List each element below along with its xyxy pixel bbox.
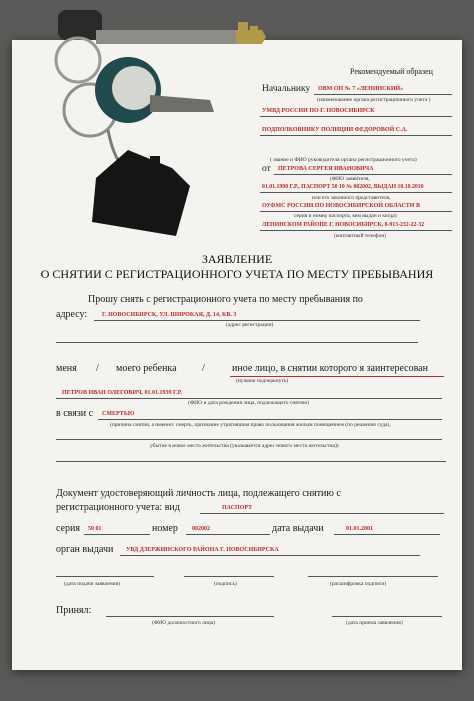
phone-hint: (контактный телефон) — [334, 233, 386, 239]
signature-line[interactable] — [184, 576, 274, 577]
option-other-person[interactable]: иное лицо, в снятии которого я заинтересован — [232, 363, 428, 374]
issuer-label: орган выдачи — [56, 544, 114, 555]
district-field-line — [260, 230, 452, 231]
address-label: адресу: — [56, 309, 88, 320]
from-field-line — [274, 174, 452, 175]
accept-date-line[interactable] — [332, 616, 442, 617]
application-form-sheet — [12, 40, 462, 670]
document-issuer-value[interactable]: УВД ДЗЕРЖИНСКОГО РАЙОНА Г. НОВОСИБИРСКА — [126, 547, 279, 553]
submit-date-line[interactable] — [56, 576, 154, 577]
address-extra-line — [56, 342, 418, 343]
doc-type-field-line — [200, 513, 444, 514]
from-hint: (ФИО заявителя, — [330, 176, 370, 182]
title-line-1: ЗАЯВЛЕНИЕ — [201, 252, 273, 266]
address-field-line — [94, 320, 420, 321]
official-hint: ( звание и ФИО руководителя органа регистрационного учета) — [270, 157, 417, 163]
series-value[interactable]: 50 01 — [88, 526, 102, 532]
person-hint: (ФИО и дата рождения лица, подлежащего снятию) — [188, 400, 310, 406]
title-line-2: О СНЯТИИ С РЕГИСТРАЦИОННОГО УЧЕТА ПО МЕСТУ ПРЕБЫВАНИЯ — [40, 267, 434, 281]
option-child[interactable]: моего ребенка — [116, 363, 177, 374]
series-label: серия — [56, 523, 80, 534]
underline-hint: (нужное подчеркнуть) — [236, 378, 289, 384]
accepted-label: Принял: — [56, 605, 92, 616]
signature-hint: (подпись) — [214, 581, 237, 587]
number-label: номер — [152, 523, 178, 534]
to-value[interactable]: ОВМ ОП № 7 «ЛЕНИНСКИЙ» — [318, 86, 404, 92]
to-field-line — [314, 94, 452, 95]
signature-decode-hint: (расшифровка подписи) — [330, 581, 387, 587]
issue-date-value[interactable]: 01.01.2001 — [346, 526, 373, 532]
reason-label: в связи с — [56, 408, 94, 419]
district-value[interactable]: ЛЕНИНСКОМ РАЙОНЕ Г. НОВОСИБИРСК, 8-913-232-22-32 — [262, 222, 425, 228]
issuer-value[interactable]: ОУФМС РОССИИ ПО НОВОСИБИРСКОЙ ОБЛАСТИ В — [262, 203, 420, 209]
accept-date-hint: (дата приема заявления) — [346, 620, 403, 626]
document-text-2: регистрационного учета: вид — [56, 502, 180, 513]
address-value[interactable]: Г. НОВОСИБИРСК, УЛ. ШИРОКАЯ, Д. 14, КВ. 3 — [102, 312, 237, 318]
official-value[interactable]: ПОДПОЛКОВНИКУ ПОЛИЦИИ ФЕДОРОВОЙ С.А. — [262, 127, 408, 133]
from-label: от — [262, 164, 271, 174]
passport-hint: или его законного представителя, — [312, 195, 391, 201]
org-field-line — [260, 116, 452, 117]
passport-field-line — [260, 192, 452, 193]
issuer-hint: серия и номер паспорта, кем выдан и когда) — [294, 213, 397, 219]
option-me[interactable]: меня — [56, 363, 77, 374]
reason-hint-2: убытие в новое место жительства (указывается адрес нового места жительства)) — [150, 443, 339, 449]
reason-extra-line — [56, 439, 442, 440]
series-field-line — [84, 534, 150, 535]
reason-hint: (причина снятия, а именно: смерть, признание утратившим право пользования жилым помещением (по решению суда), — [110, 422, 391, 428]
reason-extra-line-2 — [56, 461, 446, 462]
document-text-1: Документ удостоверяющий личность лица, подлежащего снятию с — [56, 488, 341, 499]
signature-decode-line[interactable] — [308, 576, 438, 577]
doc-type-value[interactable]: ПАСПОРТ — [222, 505, 253, 511]
submit-date-hint: (дата подачи заявления) — [64, 581, 120, 587]
issuer-field-line — [120, 555, 420, 556]
slash-separator: / — [96, 363, 99, 374]
request-text: Прошу снять с регистрационного учета по месту пребывания по — [88, 294, 363, 305]
slash-separator: / — [202, 363, 205, 374]
key-head-icon — [58, 10, 102, 40]
person-field-line — [56, 398, 442, 399]
number-value[interactable]: 002002 — [192, 526, 210, 532]
reason-field-line — [98, 419, 442, 420]
issuer-field-line — [260, 211, 452, 212]
to-hint: (наименование органа регистрационного учета ) — [317, 97, 431, 103]
issue-date-label: дата выдачи — [272, 523, 324, 534]
official-name-line[interactable] — [106, 616, 274, 617]
address-hint: (адрес регистрации) — [226, 322, 274, 328]
from-value[interactable]: ПЕТРОВА СЕРГЕЯ ИВАНОВИЧА — [278, 166, 374, 172]
issue-date-field-line — [334, 534, 440, 535]
official-name-hint: (ФИО должностного лица) — [152, 620, 216, 626]
to-label: Начальнику — [262, 84, 311, 94]
passport-value[interactable]: 01.01.1990 Г.Р., ПАСПОРТ 50 10 № 002002, ВЫДАН 10.10.2010 — [262, 184, 424, 190]
person-value[interactable]: ПЕТРОВ ИВАН ОЛЕГОВИЧ, 01.01.1939 Г.Р. — [62, 390, 183, 396]
sample-label: Рекомендуемый образец — [350, 67, 433, 76]
number-field-line — [186, 534, 270, 535]
org-value[interactable]: УМВД РОССИИ ПО Г. НОВОСИБИРСК — [262, 108, 375, 114]
selected-option-underline — [230, 376, 444, 377]
official-field-line — [260, 135, 452, 136]
reason-value[interactable]: СМЕРТЬЮ — [102, 411, 135, 417]
